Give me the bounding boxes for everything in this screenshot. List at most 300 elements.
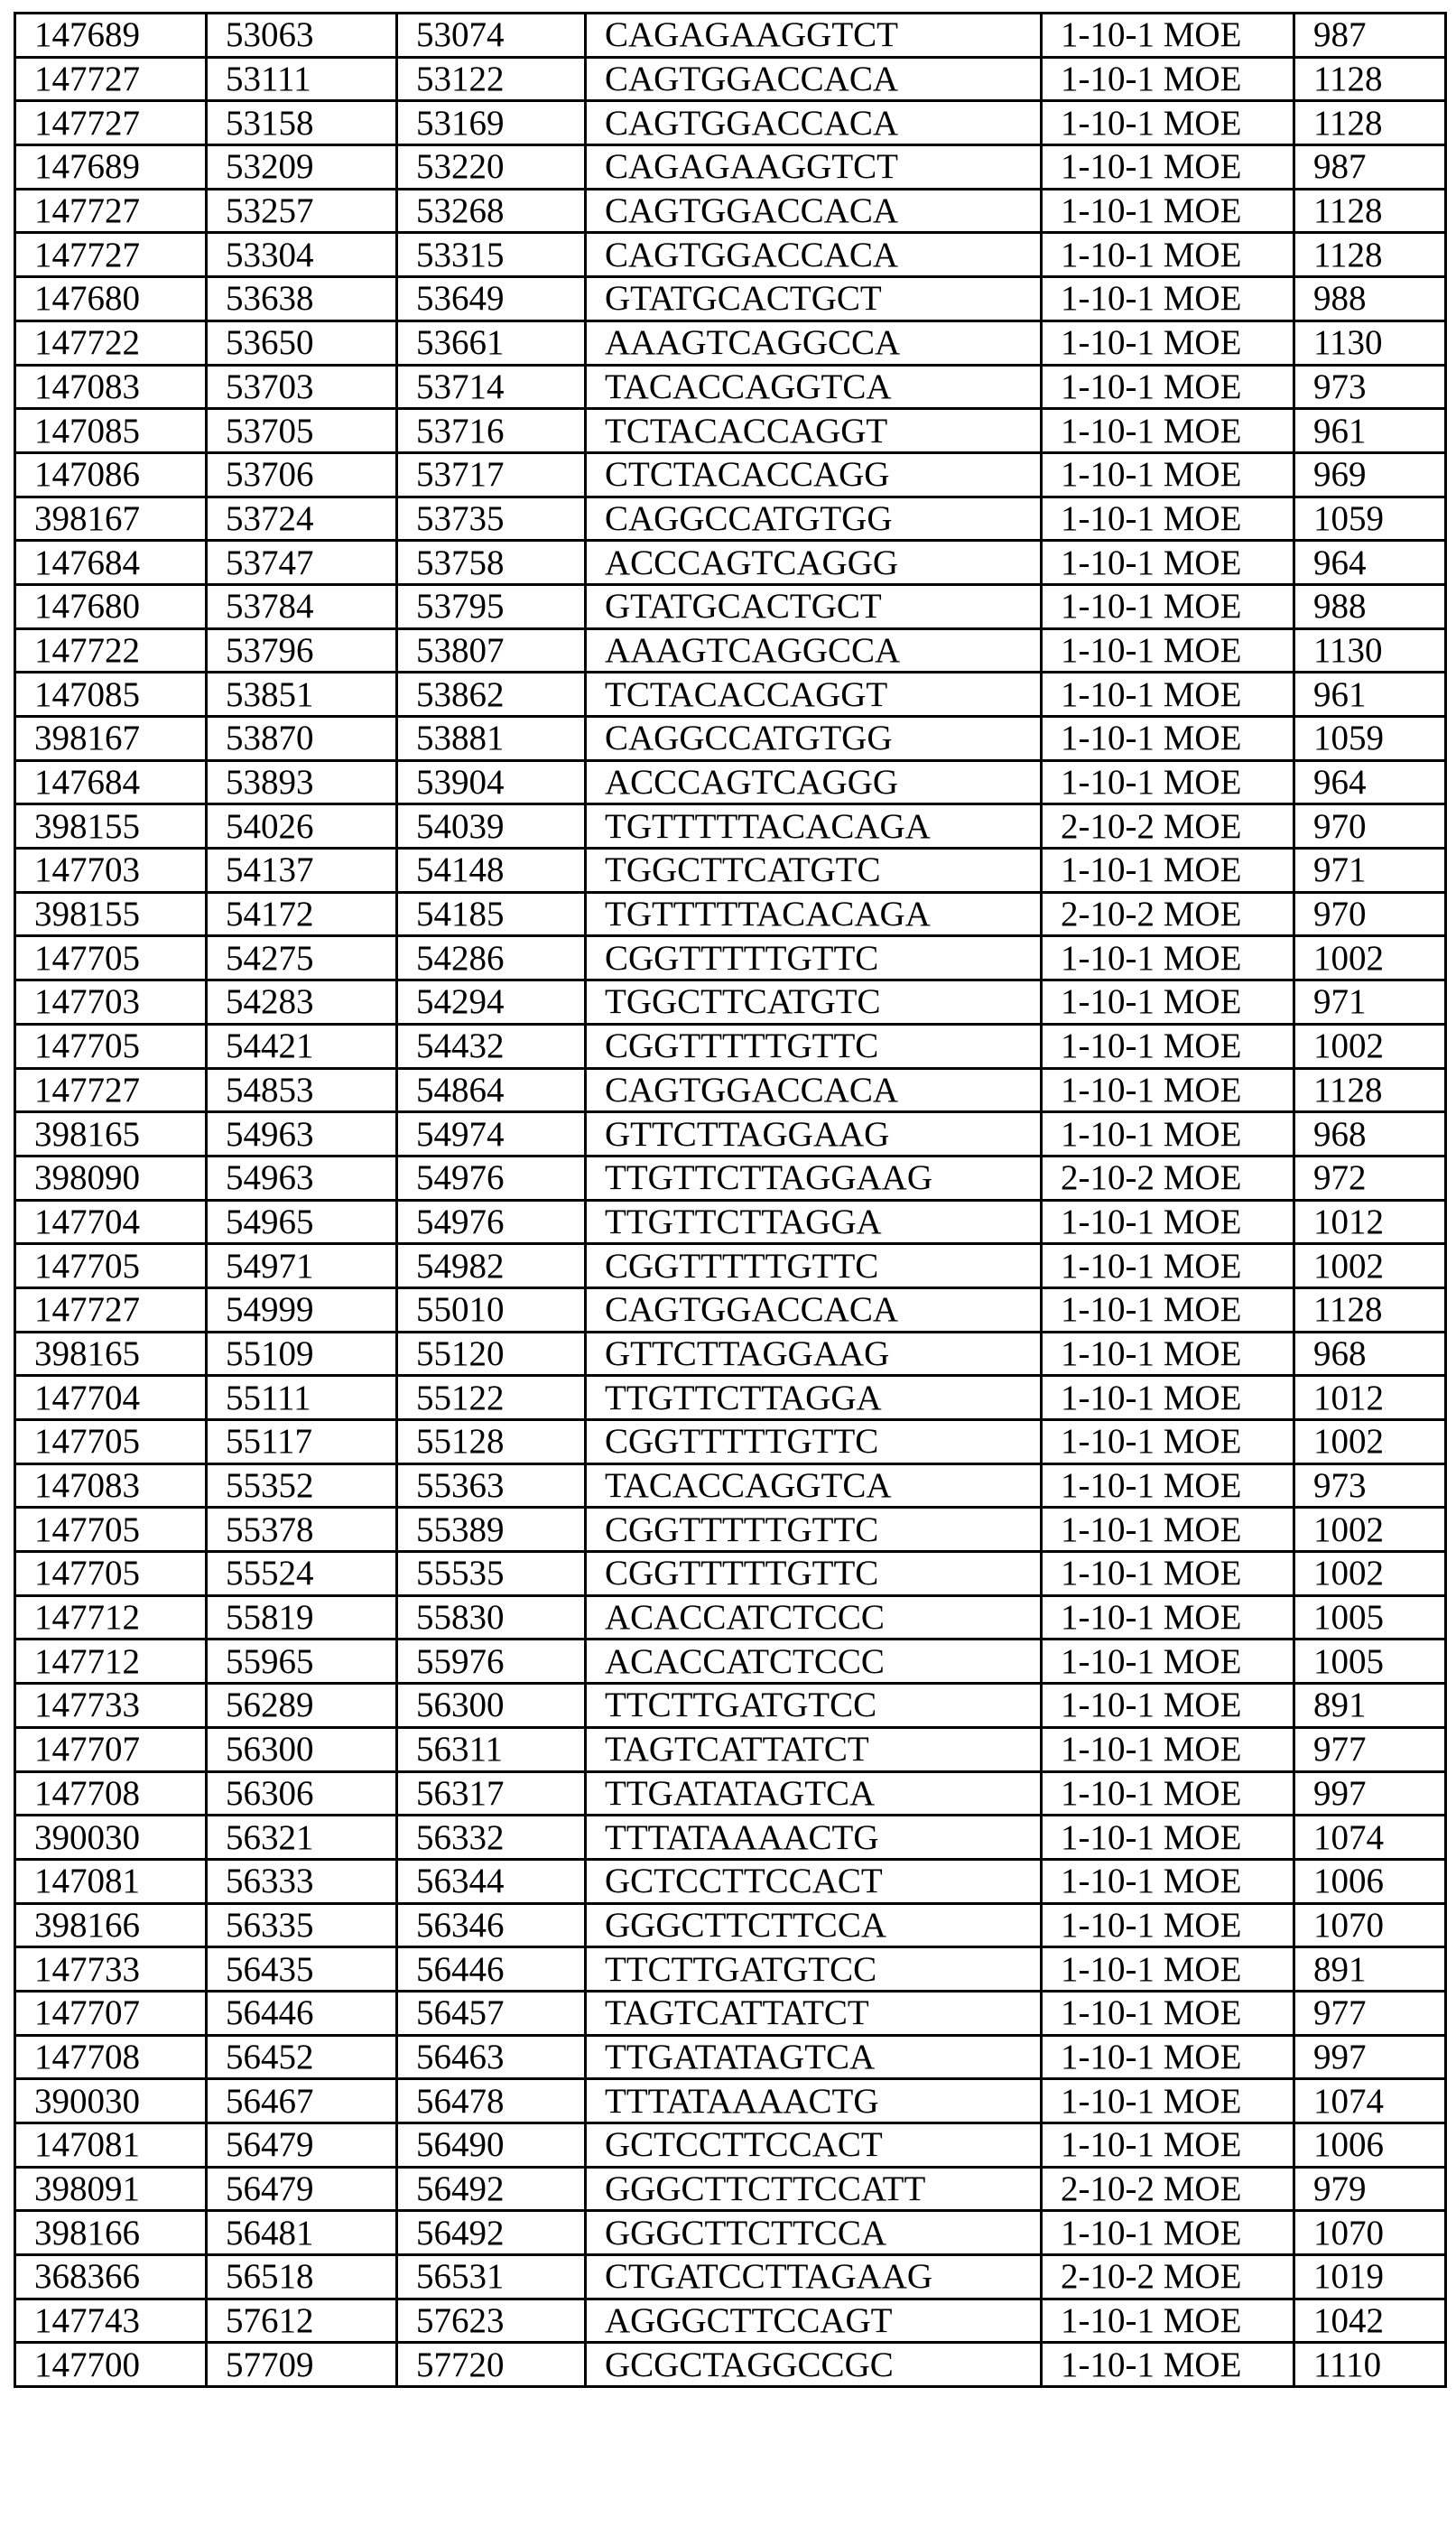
table-row bbox=[15, 1640, 1446, 1684]
stop-site-cell: 56317 bbox=[397, 1771, 586, 1816]
stop-site-cell: 56346 bbox=[397, 1903, 586, 1947]
isis-no-cell: 147705 bbox=[15, 1024, 207, 1068]
stop-site-cell: 55363 bbox=[397, 1463, 586, 1508]
motif-cell: 2-10-2 MOE bbox=[1042, 1156, 1294, 1200]
seq-id-cell: 964 bbox=[1294, 760, 1446, 804]
table-row bbox=[15, 2079, 1446, 2123]
seq-id-cell: 987 bbox=[1294, 145, 1446, 190]
stop-site-cell: 57623 bbox=[397, 2299, 586, 2343]
motif-cell: 1-10-1 MOE bbox=[1042, 1684, 1294, 1728]
sequence-cell: GGGCTTCTTCCA bbox=[586, 2211, 1042, 2255]
start-site-cell: 55117 bbox=[207, 1420, 397, 1464]
start-site-cell: 54275 bbox=[207, 936, 397, 980]
motif-cell: 1-10-1 MOE bbox=[1042, 1991, 1294, 2035]
isis-no-cell: 147680 bbox=[15, 277, 207, 321]
table-row bbox=[15, 1552, 1446, 1596]
isis-no-cell: 147704 bbox=[15, 1200, 207, 1244]
sequence-cell: AAAGTCAGGCCA bbox=[586, 320, 1042, 365]
table-row bbox=[15, 1859, 1446, 1903]
stop-site-cell: 53315 bbox=[397, 233, 586, 277]
isis-no-cell: 147083 bbox=[15, 1463, 207, 1508]
stop-site-cell: 53735 bbox=[397, 497, 586, 541]
seq-id-cell: 969 bbox=[1294, 452, 1446, 497]
isis-no-cell: 147081 bbox=[15, 2123, 207, 2168]
isis-no-cell: 398167 bbox=[15, 717, 207, 761]
motif-cell: 1-10-1 MOE bbox=[1042, 760, 1294, 804]
motif-cell: 1-10-1 MOE bbox=[1042, 320, 1294, 365]
start-site-cell: 53257 bbox=[207, 189, 397, 233]
oligo-table-body bbox=[15, 14, 1446, 2387]
seq-id-cell: 971 bbox=[1294, 849, 1446, 893]
seq-id-cell: 971 bbox=[1294, 980, 1446, 1025]
stop-site-cell: 53716 bbox=[397, 409, 586, 453]
seq-id-cell: 988 bbox=[1294, 584, 1446, 628]
start-site-cell: 53796 bbox=[207, 628, 397, 673]
sequence-cell: CAGTGGACCACA bbox=[586, 57, 1042, 101]
motif-cell: 1-10-1 MOE bbox=[1042, 584, 1294, 628]
motif-cell: 1-10-1 MOE bbox=[1042, 1859, 1294, 1903]
motif-cell: 2-10-2 MOE bbox=[1042, 804, 1294, 849]
sequence-cell: TGGCTTCATGTC bbox=[586, 980, 1042, 1025]
sequence-cell: ACCCAGTCAGGG bbox=[586, 541, 1042, 585]
sequence-cell: TTTATAAAACTG bbox=[586, 1816, 1042, 1860]
stop-site-cell: 54148 bbox=[397, 849, 586, 893]
motif-cell: 1-10-1 MOE bbox=[1042, 1552, 1294, 1596]
stop-site-cell: 56478 bbox=[397, 2079, 586, 2123]
seq-id-cell: 1002 bbox=[1294, 1244, 1446, 1288]
stop-site-cell: 54286 bbox=[397, 936, 586, 980]
seq-id-cell: 973 bbox=[1294, 365, 1446, 409]
sequence-cell: TCTACACCAGGT bbox=[586, 673, 1042, 717]
isis-no-cell: 398165 bbox=[15, 1332, 207, 1376]
stop-site-cell: 54976 bbox=[397, 1200, 586, 1244]
motif-cell: 1-10-1 MOE bbox=[1042, 1463, 1294, 1508]
motif-cell: 1-10-1 MOE bbox=[1042, 1595, 1294, 1640]
table-row bbox=[15, 320, 1446, 365]
sequence-cell: TGGCTTCATGTC bbox=[586, 849, 1042, 893]
start-site-cell: 53893 bbox=[207, 760, 397, 804]
start-site-cell: 54963 bbox=[207, 1112, 397, 1157]
seq-id-cell: 1005 bbox=[1294, 1640, 1446, 1684]
seq-id-cell: 1042 bbox=[1294, 2299, 1446, 2343]
isis-no-cell: 147708 bbox=[15, 2035, 207, 2079]
sequence-cell: TGTTTTTACACAGA bbox=[586, 804, 1042, 849]
table-row bbox=[15, 717, 1446, 761]
sequence-cell: ACACCATCTCCC bbox=[586, 1595, 1042, 1640]
start-site-cell: 56306 bbox=[207, 1771, 397, 1816]
sequence-cell: CGGTTTTTGTTC bbox=[586, 936, 1042, 980]
seq-id-cell: 1002 bbox=[1294, 1024, 1446, 1068]
seq-id-cell: 891 bbox=[1294, 1684, 1446, 1728]
sequence-cell: TAGTCATTATCT bbox=[586, 1991, 1042, 2035]
motif-cell: 1-10-1 MOE bbox=[1042, 409, 1294, 453]
stop-site-cell: 55120 bbox=[397, 1332, 586, 1376]
isis-no-cell: 147703 bbox=[15, 980, 207, 1025]
table-row bbox=[15, 2167, 1446, 2211]
stop-site-cell: 53220 bbox=[397, 145, 586, 190]
isis-no-cell: 147705 bbox=[15, 936, 207, 980]
table-row bbox=[15, 452, 1446, 497]
start-site-cell: 57612 bbox=[207, 2299, 397, 2343]
isis-no-cell: 390030 bbox=[15, 1816, 207, 1860]
seq-id-cell: 1059 bbox=[1294, 717, 1446, 761]
sequence-cell: CGGTTTTTGTTC bbox=[586, 1420, 1042, 1464]
stop-site-cell: 56344 bbox=[397, 1859, 586, 1903]
seq-id-cell: 1074 bbox=[1294, 2079, 1446, 2123]
isis-no-cell: 147727 bbox=[15, 1287, 207, 1332]
table-row bbox=[15, 14, 1446, 58]
motif-cell: 1-10-1 MOE bbox=[1042, 1024, 1294, 1068]
seq-id-cell: 977 bbox=[1294, 1991, 1446, 2035]
isis-no-cell: 147700 bbox=[15, 2343, 207, 2387]
sequence-cell: TGTTTTTACACAGA bbox=[586, 892, 1042, 936]
motif-cell: 1-10-1 MOE bbox=[1042, 980, 1294, 1025]
start-site-cell: 56335 bbox=[207, 1903, 397, 1947]
isis-no-cell: 147705 bbox=[15, 1508, 207, 1552]
seq-id-cell: 1002 bbox=[1294, 1508, 1446, 1552]
seq-id-cell: 1128 bbox=[1294, 101, 1446, 145]
seq-id-cell: 972 bbox=[1294, 1156, 1446, 1200]
motif-cell: 2-10-2 MOE bbox=[1042, 2255, 1294, 2299]
table-row bbox=[15, 2255, 1446, 2299]
table-row bbox=[15, 980, 1446, 1025]
start-site-cell: 53851 bbox=[207, 673, 397, 717]
sequence-cell: TACACCAGGTCA bbox=[586, 365, 1042, 409]
motif-cell: 1-10-1 MOE bbox=[1042, 145, 1294, 190]
isis-no-cell: 398155 bbox=[15, 892, 207, 936]
start-site-cell: 53111 bbox=[207, 57, 397, 101]
seq-id-cell: 1006 bbox=[1294, 1859, 1446, 1903]
sequence-cell: CAGGCCATGTGG bbox=[586, 717, 1042, 761]
stop-site-cell: 53717 bbox=[397, 452, 586, 497]
stop-site-cell: 53881 bbox=[397, 717, 586, 761]
sequence-cell: TTGATATAGTCA bbox=[586, 2035, 1042, 2079]
stop-site-cell: 55976 bbox=[397, 1640, 586, 1684]
table-row bbox=[15, 1112, 1446, 1157]
start-site-cell: 53638 bbox=[207, 277, 397, 321]
stop-site-cell: 56492 bbox=[397, 2167, 586, 2211]
isis-no-cell: 147684 bbox=[15, 541, 207, 585]
isis-no-cell: 147689 bbox=[15, 14, 207, 58]
isis-no-cell: 147081 bbox=[15, 1859, 207, 1903]
stop-site-cell: 56311 bbox=[397, 1727, 586, 1771]
table-row bbox=[15, 1684, 1446, 1728]
seq-id-cell: 987 bbox=[1294, 14, 1446, 58]
stop-site-cell: 54974 bbox=[397, 1112, 586, 1157]
table-row bbox=[15, 673, 1446, 717]
motif-cell: 1-10-1 MOE bbox=[1042, 452, 1294, 497]
seq-id-cell: 891 bbox=[1294, 1947, 1446, 1992]
isis-no-cell: 147712 bbox=[15, 1640, 207, 1684]
sequence-cell: GTTCTTAGGAAG bbox=[586, 1332, 1042, 1376]
table-row bbox=[15, 2343, 1446, 2387]
start-site-cell: 54421 bbox=[207, 1024, 397, 1068]
motif-cell: 1-10-1 MOE bbox=[1042, 1200, 1294, 1244]
table-row bbox=[15, 497, 1446, 541]
table-row bbox=[15, 1287, 1446, 1332]
sequence-cell: GTATGCACTGCT bbox=[586, 584, 1042, 628]
table-row bbox=[15, 2035, 1446, 2079]
sequence-cell: GGGCTTCTTCCATT bbox=[586, 2167, 1042, 2211]
start-site-cell: 53747 bbox=[207, 541, 397, 585]
start-site-cell: 56481 bbox=[207, 2211, 397, 2255]
sequence-cell: CAGTGGACCACA bbox=[586, 233, 1042, 277]
stop-site-cell: 54432 bbox=[397, 1024, 586, 1068]
table-row bbox=[15, 849, 1446, 893]
motif-cell: 1-10-1 MOE bbox=[1042, 2035, 1294, 2079]
start-site-cell: 56452 bbox=[207, 2035, 397, 2079]
sequence-cell: GCTCCTTCCACT bbox=[586, 1859, 1042, 1903]
isis-no-cell: 147703 bbox=[15, 849, 207, 893]
stop-site-cell: 53758 bbox=[397, 541, 586, 585]
seq-id-cell: 968 bbox=[1294, 1112, 1446, 1157]
stop-site-cell: 55122 bbox=[397, 1376, 586, 1420]
sequence-cell: CAGAGAAGGTCT bbox=[586, 14, 1042, 58]
isis-no-cell: 147689 bbox=[15, 145, 207, 190]
table-row bbox=[15, 628, 1446, 673]
stop-site-cell: 53862 bbox=[397, 673, 586, 717]
motif-cell: 1-10-1 MOE bbox=[1042, 1947, 1294, 1992]
sequence-cell: CAGAGAAGGTCT bbox=[586, 145, 1042, 190]
isis-no-cell: 147727 bbox=[15, 189, 207, 233]
table-row bbox=[15, 892, 1446, 936]
sequence-cell: CGGTTTTTGTTC bbox=[586, 1552, 1042, 1596]
table-row bbox=[15, 277, 1446, 321]
sequence-cell: GTTCTTAGGAAG bbox=[586, 1112, 1042, 1157]
seq-id-cell: 1130 bbox=[1294, 320, 1446, 365]
isis-no-cell: 147085 bbox=[15, 673, 207, 717]
start-site-cell: 56467 bbox=[207, 2079, 397, 2123]
isis-no-cell: 147085 bbox=[15, 409, 207, 453]
seq-id-cell: 970 bbox=[1294, 804, 1446, 849]
table-row bbox=[15, 1947, 1446, 1992]
seq-id-cell: 961 bbox=[1294, 673, 1446, 717]
motif-cell: 1-10-1 MOE bbox=[1042, 2079, 1294, 2123]
isis-no-cell: 147722 bbox=[15, 628, 207, 673]
table-row bbox=[15, 1376, 1446, 1420]
table-row bbox=[15, 1595, 1446, 1640]
sequence-cell: CAGTGGACCACA bbox=[586, 189, 1042, 233]
isis-no-cell: 147680 bbox=[15, 584, 207, 628]
seq-id-cell: 973 bbox=[1294, 1463, 1446, 1508]
start-site-cell: 53158 bbox=[207, 101, 397, 145]
sequence-cell: TAGTCATTATCT bbox=[586, 1727, 1042, 1771]
start-site-cell: 54963 bbox=[207, 1156, 397, 1200]
motif-cell: 1-10-1 MOE bbox=[1042, 1771, 1294, 1816]
isis-no-cell: 398166 bbox=[15, 1903, 207, 1947]
stop-site-cell: 54982 bbox=[397, 1244, 586, 1288]
motif-cell: 1-10-1 MOE bbox=[1042, 1508, 1294, 1552]
start-site-cell: 53063 bbox=[207, 14, 397, 58]
stop-site-cell: 56490 bbox=[397, 2123, 586, 2168]
stop-site-cell: 56531 bbox=[397, 2255, 586, 2299]
start-site-cell: 53304 bbox=[207, 233, 397, 277]
motif-cell: 1-10-1 MOE bbox=[1042, 1287, 1294, 1332]
table-row bbox=[15, 1068, 1446, 1112]
table-row bbox=[15, 2123, 1446, 2168]
start-site-cell: 53209 bbox=[207, 145, 397, 190]
seq-id-cell: 1130 bbox=[1294, 628, 1446, 673]
motif-cell: 1-10-1 MOE bbox=[1042, 2211, 1294, 2255]
motif-cell: 1-10-1 MOE bbox=[1042, 1640, 1294, 1684]
seq-id-cell: 1012 bbox=[1294, 1200, 1446, 1244]
motif-cell: 1-10-1 MOE bbox=[1042, 1332, 1294, 1376]
start-site-cell: 56300 bbox=[207, 1727, 397, 1771]
start-site-cell: 56289 bbox=[207, 1684, 397, 1728]
motif-cell: 1-10-1 MOE bbox=[1042, 365, 1294, 409]
sequence-cell: CAGTGGACCACA bbox=[586, 101, 1042, 145]
table-row bbox=[15, 1200, 1446, 1244]
motif-cell: 1-10-1 MOE bbox=[1042, 628, 1294, 673]
start-site-cell: 54137 bbox=[207, 849, 397, 893]
motif-cell: 1-10-1 MOE bbox=[1042, 849, 1294, 893]
stop-site-cell: 53074 bbox=[397, 14, 586, 58]
sequence-cell: AGGGCTTCCAGT bbox=[586, 2299, 1042, 2343]
seq-id-cell: 968 bbox=[1294, 1332, 1446, 1376]
table-row bbox=[15, 1156, 1446, 1200]
table-row bbox=[15, 2299, 1446, 2343]
table-row bbox=[15, 1991, 1446, 2035]
isis-no-cell: 147705 bbox=[15, 1552, 207, 1596]
seq-id-cell: 1128 bbox=[1294, 1068, 1446, 1112]
motif-cell: 1-10-1 MOE bbox=[1042, 277, 1294, 321]
stop-site-cell: 55128 bbox=[397, 1420, 586, 1464]
table-row bbox=[15, 189, 1446, 233]
motif-cell: 2-10-2 MOE bbox=[1042, 892, 1294, 936]
sequence-cell: GCTCCTTCCACT bbox=[586, 2123, 1042, 2168]
seq-id-cell: 1110 bbox=[1294, 2343, 1446, 2387]
motif-cell: 2-10-2 MOE bbox=[1042, 2167, 1294, 2211]
motif-cell: 1-10-1 MOE bbox=[1042, 233, 1294, 277]
stop-site-cell: 53795 bbox=[397, 584, 586, 628]
sequence-cell: ACACCATCTCCC bbox=[586, 1640, 1042, 1684]
stop-site-cell: 54039 bbox=[397, 804, 586, 849]
start-site-cell: 53703 bbox=[207, 365, 397, 409]
isis-no-cell: 398091 bbox=[15, 2167, 207, 2211]
stop-site-cell: 54864 bbox=[397, 1068, 586, 1112]
table-row bbox=[15, 584, 1446, 628]
stop-site-cell: 54294 bbox=[397, 980, 586, 1025]
table-row bbox=[15, 101, 1446, 145]
isis-no-cell: 368366 bbox=[15, 2255, 207, 2299]
seq-id-cell: 1074 bbox=[1294, 1816, 1446, 1860]
table-row bbox=[15, 409, 1446, 453]
start-site-cell: 57709 bbox=[207, 2343, 397, 2387]
sequence-cell: TACACCAGGTCA bbox=[586, 1463, 1042, 1508]
seq-id-cell: 997 bbox=[1294, 1771, 1446, 1816]
isis-no-cell: 390030 bbox=[15, 2079, 207, 2123]
start-site-cell: 54971 bbox=[207, 1244, 397, 1288]
seq-id-cell: 1128 bbox=[1294, 57, 1446, 101]
table-row bbox=[15, 233, 1446, 277]
table-row bbox=[15, 936, 1446, 980]
isis-no-cell: 147733 bbox=[15, 1684, 207, 1728]
start-site-cell: 56446 bbox=[207, 1991, 397, 2035]
table-row bbox=[15, 1816, 1446, 1860]
start-site-cell: 53706 bbox=[207, 452, 397, 497]
stop-site-cell: 56457 bbox=[397, 1991, 586, 2035]
isis-no-cell: 147684 bbox=[15, 760, 207, 804]
start-site-cell: 55378 bbox=[207, 1508, 397, 1552]
stop-site-cell: 55535 bbox=[397, 1552, 586, 1596]
seq-id-cell: 988 bbox=[1294, 277, 1446, 321]
sequence-cell: CGGTTTTTGTTC bbox=[586, 1024, 1042, 1068]
motif-cell: 1-10-1 MOE bbox=[1042, 1816, 1294, 1860]
seq-id-cell: 1070 bbox=[1294, 1903, 1446, 1947]
sequence-cell: TTGATATAGTCA bbox=[586, 1771, 1042, 1816]
stop-site-cell: 53807 bbox=[397, 628, 586, 673]
motif-cell: 1-10-1 MOE bbox=[1042, 1420, 1294, 1464]
start-site-cell: 56479 bbox=[207, 2123, 397, 2168]
sequence-cell: GCGCTAGGCCGC bbox=[586, 2343, 1042, 2387]
stop-site-cell: 55830 bbox=[397, 1595, 586, 1640]
motif-cell: 1-10-1 MOE bbox=[1042, 2299, 1294, 2343]
seq-id-cell: 997 bbox=[1294, 2035, 1446, 2079]
seq-id-cell: 1128 bbox=[1294, 233, 1446, 277]
table-row bbox=[15, 1463, 1446, 1508]
table-row bbox=[15, 1420, 1446, 1464]
sequence-cell: CAGGCCATGTGG bbox=[586, 497, 1042, 541]
sequence-cell: CTGATCCTTAGAAG bbox=[586, 2255, 1042, 2299]
motif-cell: 1-10-1 MOE bbox=[1042, 101, 1294, 145]
motif-cell: 1-10-1 MOE bbox=[1042, 1112, 1294, 1157]
stop-site-cell: 53714 bbox=[397, 365, 586, 409]
start-site-cell: 53705 bbox=[207, 409, 397, 453]
table-row bbox=[15, 541, 1446, 585]
stop-site-cell: 56446 bbox=[397, 1947, 586, 1992]
start-site-cell: 56479 bbox=[207, 2167, 397, 2211]
table-row bbox=[15, 1508, 1446, 1552]
start-site-cell: 56321 bbox=[207, 1816, 397, 1860]
start-site-cell: 54172 bbox=[207, 892, 397, 936]
seq-id-cell: 970 bbox=[1294, 892, 1446, 936]
table-row bbox=[15, 1771, 1446, 1816]
start-site-cell: 54999 bbox=[207, 1287, 397, 1332]
isis-no-cell: 398167 bbox=[15, 497, 207, 541]
sequence-cell: GTATGCACTGCT bbox=[586, 277, 1042, 321]
stop-site-cell: 53268 bbox=[397, 189, 586, 233]
sequence-cell: ACCCAGTCAGGG bbox=[586, 760, 1042, 804]
isis-no-cell: 147727 bbox=[15, 1068, 207, 1112]
seq-id-cell: 979 bbox=[1294, 2167, 1446, 2211]
table-row bbox=[15, 1024, 1446, 1068]
motif-cell: 1-10-1 MOE bbox=[1042, 673, 1294, 717]
start-site-cell: 53650 bbox=[207, 320, 397, 365]
isis-no-cell: 398090 bbox=[15, 1156, 207, 1200]
isis-no-cell: 147727 bbox=[15, 57, 207, 101]
table-row bbox=[15, 1332, 1446, 1376]
stop-site-cell: 53649 bbox=[397, 277, 586, 321]
sequence-cell: TCTACACCAGGT bbox=[586, 409, 1042, 453]
isis-no-cell: 147722 bbox=[15, 320, 207, 365]
stop-site-cell: 53122 bbox=[397, 57, 586, 101]
isis-no-cell: 147704 bbox=[15, 1376, 207, 1420]
start-site-cell: 53724 bbox=[207, 497, 397, 541]
sequence-cell: AAAGTCAGGCCA bbox=[586, 628, 1042, 673]
motif-cell: 1-10-1 MOE bbox=[1042, 1244, 1294, 1288]
start-site-cell: 55352 bbox=[207, 1463, 397, 1508]
isis-no-cell: 147086 bbox=[15, 452, 207, 497]
isis-no-cell: 147707 bbox=[15, 1991, 207, 2035]
stop-site-cell: 56332 bbox=[397, 1816, 586, 1860]
stop-site-cell: 53904 bbox=[397, 760, 586, 804]
seq-id-cell: 977 bbox=[1294, 1727, 1446, 1771]
sequence-cell: TTGTTCTTAGGA bbox=[586, 1376, 1042, 1420]
isis-no-cell: 147727 bbox=[15, 101, 207, 145]
table-row bbox=[15, 365, 1446, 409]
oligo-table bbox=[14, 12, 1447, 2388]
stop-site-cell: 56300 bbox=[397, 1684, 586, 1728]
